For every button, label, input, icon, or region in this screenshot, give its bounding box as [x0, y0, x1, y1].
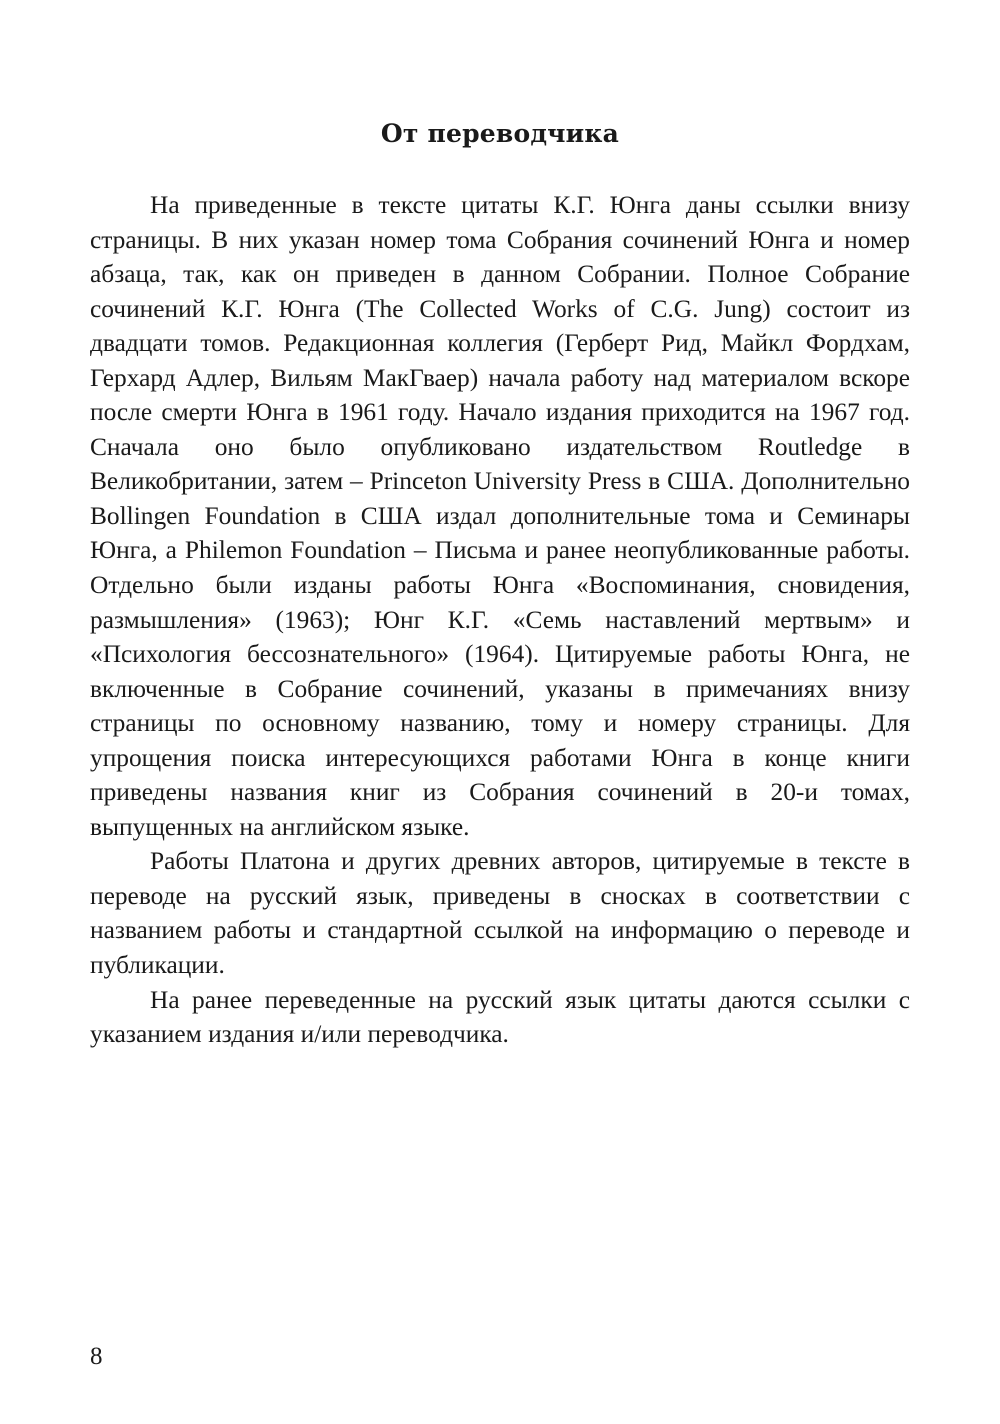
paragraph-2: Работы Платона и других древних авторов, цитируемые в тексте в переводе на русский язык, приведены в сносках в соответствии с названием работы и стандартной ссылкой на информацию о переводе и публикации.	[90, 847, 910, 980]
body-text	[90, 188, 910, 1052]
page-number: 8	[90, 1343, 103, 1370]
paragraph-1: На приведенные в тексте цитаты К.Г. Юнга даны ссылки внизу страницы. В них указан номер тома Собрания сочинений Юнга и номер абзаца, так, как он приведен в данном Собрании. Полное Собрание сочинений К.Г. Юнга (The Collected Works of C.G. Jung) состоит из двадцати томов. Редакционная коллегия (Герберт Рид, Майкл Фордхам, Герхард Адлер, Вильям МакГваер) начала работу над материалом вскоре после смерти Юнга в 1961 году. Начало издания приходится на 1967 год. Сначала оно было опубликовано издательством Routledge в Великобритании, затем – Princeton University Press в США. Дополнительно Bollingen Foundation в США издал дополнительные тома и Семинары Юнга, а Philemon Foundation – Письма и ранее неопубликованные работы. Отдельно были изданы работы Юнга «Воспоминания, сновидения, размышления» (1963); Юнг К.Г. «Семь наставлений мертвым» и «Психология бессознательного» (1964). Цитируемые работы Юнга, не включенные в Собрание сочинений, указаны в примечаниях внизу страницы по основному названию, тому и номеру страницы. Для упрощения поиска интересующихся работами Юнга в конце книги приведены названия книг из Собрания сочинений в 20-и томах, выпущенных на английском языке.	[90, 191, 910, 841]
paragraph-3: На ранее переведенные на русский язык цитаты даются ссылки с указанием издания и/или переводчика.	[90, 985, 910, 1049]
page-title: От переводчика	[380, 119, 620, 148]
